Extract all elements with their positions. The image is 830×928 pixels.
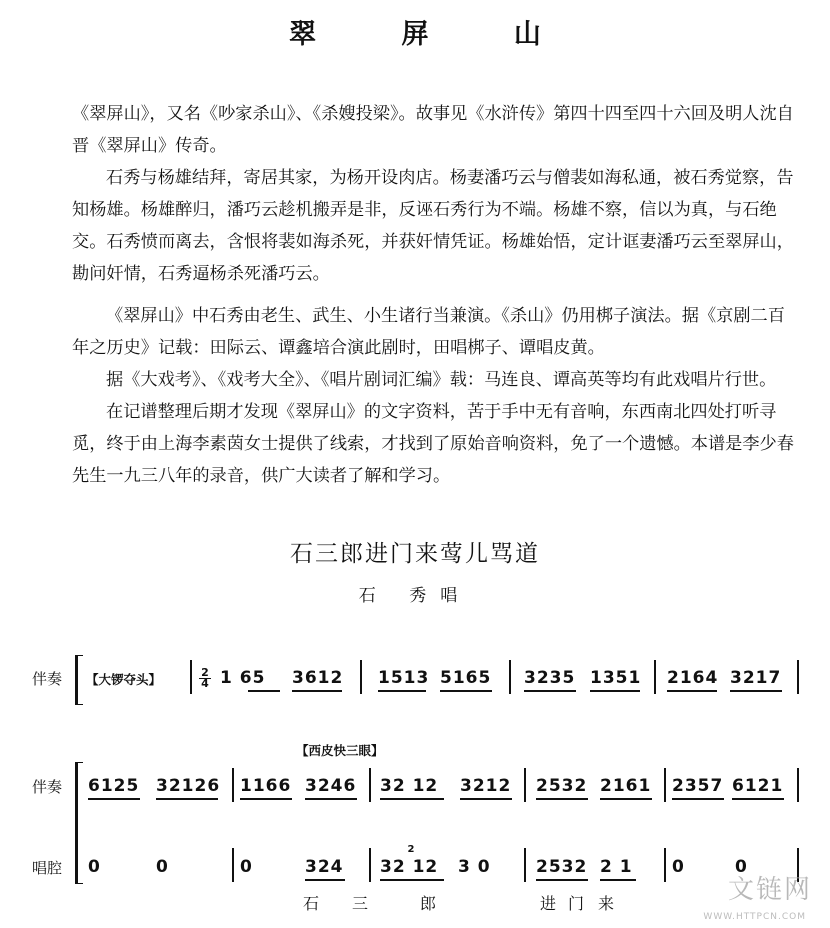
barline — [797, 768, 799, 802]
barline — [369, 848, 371, 882]
barline — [654, 660, 656, 694]
intro-paragraph: 《翠屏山》，又名《吵家杀山》、《杀嫂投梁》。故事见《水浒传》第四十四至四十六回及明人沈自晋《翠屏山》传奇。 — [72, 104, 794, 156]
beam-underline — [380, 798, 444, 800]
beam-underline — [600, 798, 652, 800]
barline — [524, 768, 526, 802]
note-group: 32126 — [156, 776, 221, 796]
beam-underline — [732, 798, 784, 800]
rest: 0 — [156, 857, 169, 877]
page-title: 翠 屏 山 — [289, 19, 579, 50]
note-group: 32 12 — [380, 776, 439, 796]
barline — [524, 848, 526, 882]
barline — [664, 848, 666, 882]
note-group: 1351 — [590, 668, 642, 688]
barline — [664, 768, 666, 802]
beam-underline — [305, 798, 357, 800]
beam-underline — [460, 798, 512, 800]
note-group: 3612 — [292, 668, 344, 688]
system-brace — [75, 762, 83, 884]
rest: 0 — [240, 857, 253, 877]
lyric-syllable: 郎 — [420, 894, 437, 913]
beam-underline — [88, 798, 140, 800]
beam-underline — [730, 690, 782, 692]
percussion-tag: 【大锣夺头】 — [86, 672, 162, 687]
beam-underline — [240, 798, 292, 800]
beam-underline — [524, 690, 576, 692]
rest: 0 — [672, 857, 685, 877]
note-group: 1513 — [378, 668, 430, 688]
lyric-syllable: 来 — [598, 894, 615, 913]
beam-underline — [672, 798, 724, 800]
site-watermark-url: WWW.HTTPCN.COM — [703, 912, 806, 922]
grace-note: 2 — [407, 844, 415, 855]
barline — [232, 768, 234, 802]
barline — [360, 660, 362, 694]
singer-credit: 石 秀唱 — [358, 586, 472, 606]
lyric-syllable: 进 — [540, 894, 557, 913]
note-group: 324 — [305, 857, 344, 877]
note-group: 3235 — [524, 668, 576, 688]
barline — [509, 660, 511, 694]
note-group: 32 12 — [380, 857, 439, 877]
performance-paragraph: 《翠屏山》中石秀由老生、武生、小生诸行当兼演。《杀山》仍用梆子演法。据《京剧二百年之历史》记载：田际云、谭鑫培合演此剧时，田唱梆子、谭唱皮黄。 — [72, 306, 785, 358]
note-group: 1166 — [240, 776, 292, 796]
system-brace — [75, 655, 83, 705]
note-group: 3217 — [730, 668, 782, 688]
rest: 0 — [735, 857, 748, 877]
barline — [232, 848, 234, 882]
note-group: 2 1 — [600, 857, 633, 877]
vocal-label: 唱腔 — [32, 859, 63, 877]
lyric-syllable: 石 — [303, 894, 320, 913]
note-group: 2357 — [672, 776, 724, 796]
note-group: 3 0 — [458, 857, 491, 877]
beam-underline — [292, 690, 342, 692]
note-group: 5165 — [440, 668, 492, 688]
tempo-tag: 【西皮快三眼】 — [296, 743, 384, 758]
note-group: 3246 — [305, 776, 357, 796]
note-group: 3212 — [460, 776, 512, 796]
lyric-syllable: 门 — [568, 894, 585, 913]
beam-underline — [156, 798, 218, 800]
note-group: 2532 — [536, 857, 588, 877]
plot-paragraph: 石秀与杨雄结拜，寄居其家，为杨开设肉店。杨妻潘巧云与僧裴如海私通，被石秀觉察，告知杨雄。杨雄醉归，潘巧云趁机搬弄是非，反诬石秀行为不端。杨雄不察，信以为真，与石绝交。石秀愤而离去，含恨将裴如海杀死，并获奸情凭证。杨雄始悟，定计诓妻潘巧云至翠屏山，勘问奸情，石秀逼杨杀死潘巧云。 — [72, 168, 794, 284]
rest: 0 — [88, 857, 101, 877]
accompaniment-label: 伴奏 — [32, 670, 63, 688]
note-group: 1 65 — [220, 668, 266, 688]
beam-underline — [378, 690, 426, 692]
notes-paragraph: 在记谱整理后期才发现《翠屏山》的文字资料，苦于手中无有音响，东西南北四处打听寻觅，终于由上海李素茵女士提供了线索，才找到了原始音响资料，免了一个遗憾。本谱是李少春先生一九三八年的录音，供广大读者了解和学习。 — [72, 402, 794, 486]
accompaniment-label: 伴奏 — [32, 778, 63, 796]
note-group: 6125 — [88, 776, 140, 796]
time-signature — [199, 668, 211, 689]
note-group: 2164 — [667, 668, 719, 688]
barline — [797, 660, 799, 694]
beam-underline — [440, 690, 492, 692]
barline — [369, 768, 371, 802]
note-group: 2532 — [536, 776, 588, 796]
records-paragraph: 据《大戏考》、《戏考大全》、《唱片剧词汇编》载：马连良、谭高英等均有此戏唱片行世。 — [106, 370, 777, 390]
beam-underline — [667, 690, 717, 692]
beam-underline — [305, 879, 345, 881]
beam-underline — [248, 690, 280, 692]
meter-denominator: 4 — [199, 678, 211, 689]
song-title: 石三郎进门来莺儿骂道 — [290, 541, 540, 567]
beam-underline — [536, 798, 588, 800]
note-group: 2161 — [600, 776, 652, 796]
beam-underline — [536, 879, 588, 881]
lyric-syllable: 三 — [352, 894, 369, 913]
site-watermark: 文链网 — [727, 875, 812, 905]
barline — [190, 660, 192, 694]
beam-underline — [590, 690, 640, 692]
meter-numerator: 2 — [201, 666, 209, 679]
note-group: 6121 — [732, 776, 784, 796]
beam-underline — [380, 879, 444, 881]
beam-underline — [600, 879, 636, 881]
